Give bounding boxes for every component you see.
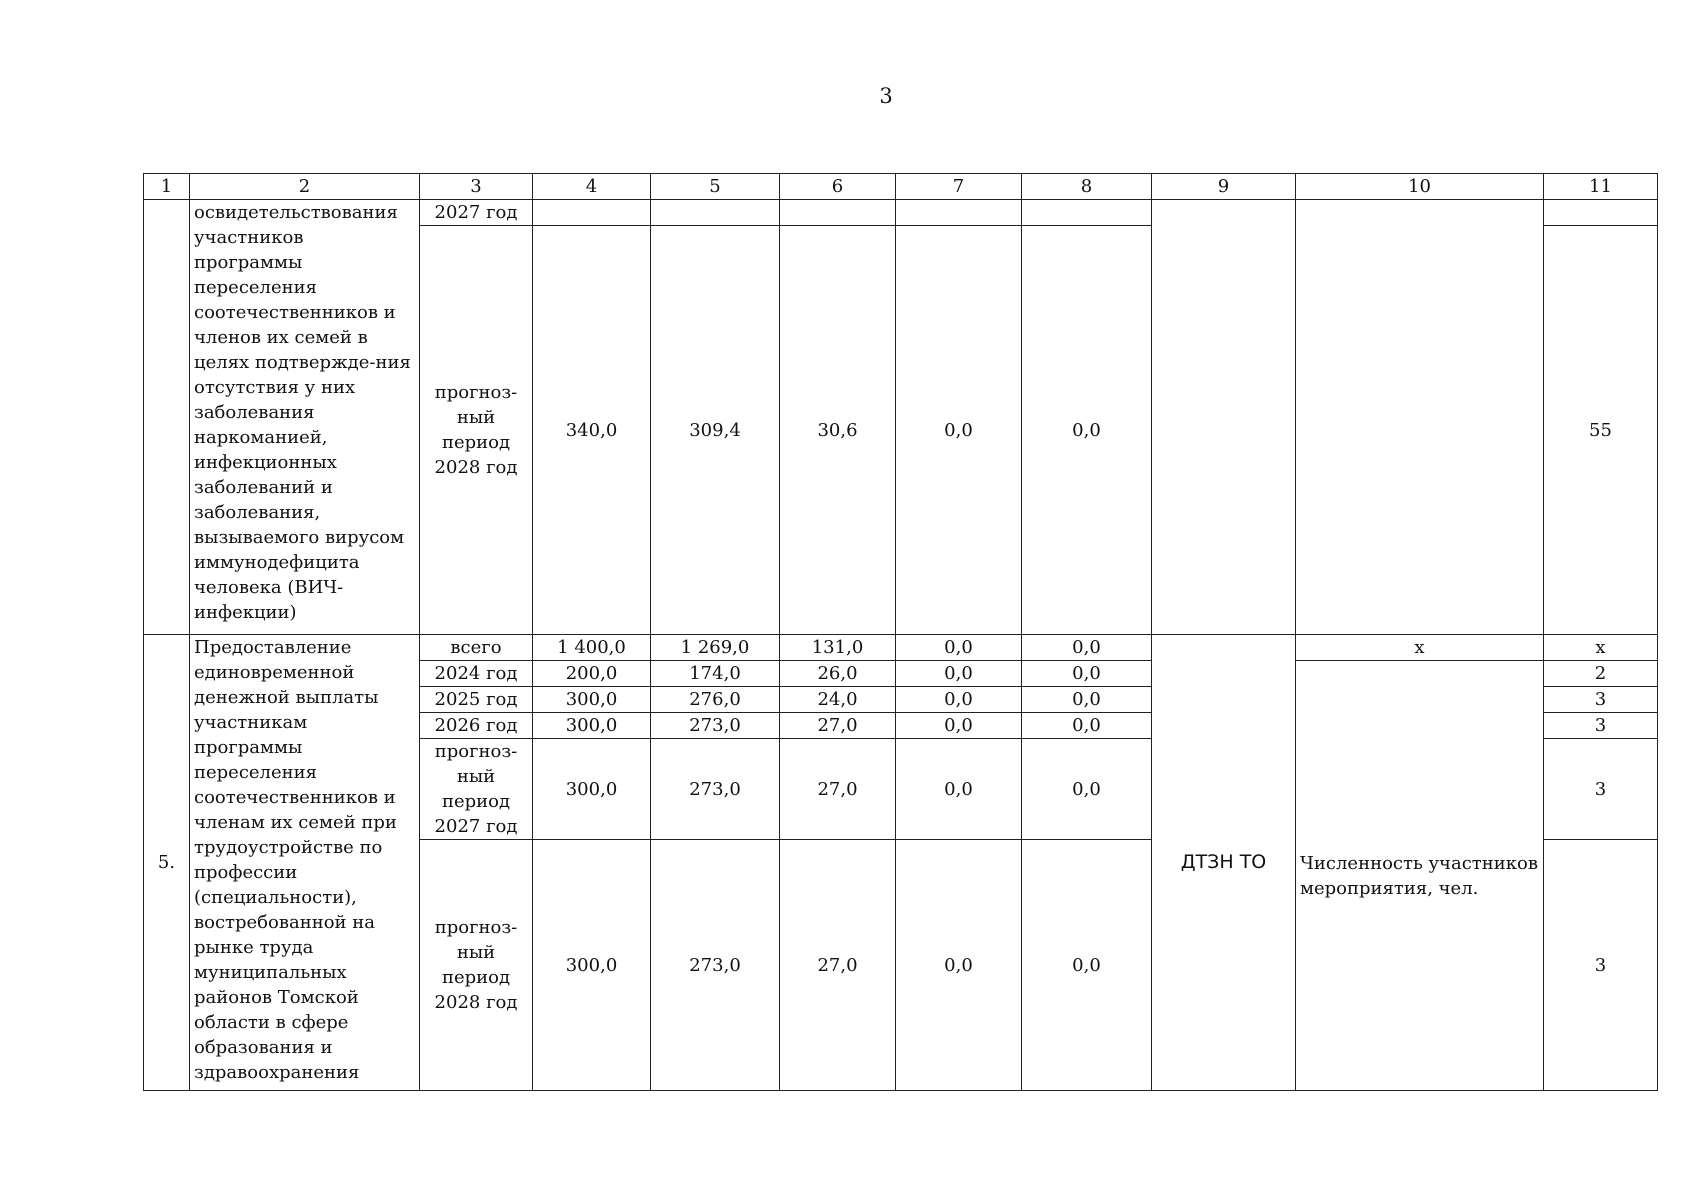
federal-budget-cell: 273,0 bbox=[651, 739, 780, 840]
activity-description: Предоставление единовременной денежной выплаты участникам программы переселения соотечественников и членам их семей при трудоустройстве по профессии (специальности), востребованной на рынке труда муниципальных районов Томской области в сфере образования и здравоохранения bbox=[190, 635, 420, 1091]
period-cell: прогноз-ный период 2028 год bbox=[420, 840, 533, 1091]
regional-budget-cell: 27,0 bbox=[780, 739, 896, 840]
indicator-value-cell: 3 bbox=[1544, 840, 1658, 1091]
column-header: 6 bbox=[780, 174, 896, 200]
regional-budget-cell bbox=[780, 200, 896, 226]
column-header: 3 bbox=[420, 174, 533, 200]
extrabudgetary-cell: 0,0 bbox=[1022, 739, 1152, 840]
column-header: 4 bbox=[533, 174, 651, 200]
federal-budget-cell: 1 269,0 bbox=[651, 635, 780, 661]
federal-budget-cell: 273,0 bbox=[651, 713, 780, 739]
extrabudgetary-cell: 0,0 bbox=[1022, 687, 1152, 713]
page-number: 3 bbox=[879, 84, 893, 108]
period-cell: 2024 год bbox=[420, 661, 533, 687]
local-budget-cell: 0,0 bbox=[896, 226, 1022, 635]
table-row bbox=[144, 635, 1658, 661]
regional-budget-cell: 131,0 bbox=[780, 635, 896, 661]
local-budget-cell: 0,0 bbox=[896, 687, 1022, 713]
regional-budget-cell: 27,0 bbox=[780, 713, 896, 739]
executor-cell bbox=[1152, 200, 1296, 635]
extrabudgetary-cell: 0,0 bbox=[1022, 635, 1152, 661]
period-cell: 2025 год bbox=[420, 687, 533, 713]
item-number-cell: 5. bbox=[144, 635, 190, 1091]
extrabudgetary-cell: 0,0 bbox=[1022, 713, 1152, 739]
program-activities-table bbox=[143, 173, 1658, 1091]
local-budget-cell: 0,0 bbox=[896, 661, 1022, 687]
column-header: 1 bbox=[144, 174, 190, 200]
local-budget-cell bbox=[896, 200, 1022, 226]
column-header: 8 bbox=[1022, 174, 1152, 200]
local-budget-cell: 0,0 bbox=[896, 635, 1022, 661]
regional-budget-cell: 26,0 bbox=[780, 661, 896, 687]
local-budget-cell: 0,0 bbox=[896, 739, 1022, 840]
column-header: 5 bbox=[651, 174, 780, 200]
column-header: 10 bbox=[1296, 174, 1544, 200]
local-budget-cell: 0,0 bbox=[896, 713, 1022, 739]
activity-description: освидетельствования участников программы переселения соотечественников и членов их семей в целях подтвержде-ния отсутствия у них заболевания наркоманией, инфекционных заболеваний и заболевания, вызываемого вирусом иммунодефицита человека (ВИЧ-инфекции) bbox=[190, 200, 420, 635]
total-funding-cell: 1 400,0 bbox=[533, 635, 651, 661]
period-cell: прогноз-ный период 2027 год bbox=[420, 739, 533, 840]
extrabudgetary-cell bbox=[1022, 200, 1152, 226]
table-row bbox=[144, 200, 1658, 226]
column-header: 9 bbox=[1152, 174, 1296, 200]
column-number-row bbox=[144, 174, 1658, 200]
period-cell: прогноз-ный период 2028 год bbox=[420, 226, 533, 635]
extrabudgetary-cell: 0,0 bbox=[1022, 840, 1152, 1091]
local-budget-cell: 0,0 bbox=[896, 840, 1022, 1091]
total-funding-cell: 300,0 bbox=[533, 713, 651, 739]
total-funding-cell: 300,0 bbox=[533, 687, 651, 713]
indicator-cell bbox=[1296, 200, 1544, 635]
indicator-value-cell: 3 bbox=[1544, 713, 1658, 739]
total-funding-cell: 340,0 bbox=[533, 226, 651, 635]
extrabudgetary-cell: 0,0 bbox=[1022, 226, 1152, 635]
column-header: 2 bbox=[190, 174, 420, 200]
period-cell: всего bbox=[420, 635, 533, 661]
total-funding-cell bbox=[533, 200, 651, 226]
indicator-value-cell: х bbox=[1544, 635, 1658, 661]
indicator-value-cell: 3 bbox=[1544, 687, 1658, 713]
period-cell: 2026 год bbox=[420, 713, 533, 739]
period-cell: 2027 год bbox=[420, 200, 533, 226]
indicator-value-cell: 55 bbox=[1544, 226, 1658, 635]
indicator-value-cell bbox=[1544, 200, 1658, 226]
federal-budget-cell: 273,0 bbox=[651, 840, 780, 1091]
total-funding-cell: 300,0 bbox=[533, 739, 651, 840]
indicator-value-cell: 2 bbox=[1544, 661, 1658, 687]
federal-budget-cell: 309,4 bbox=[651, 226, 780, 635]
indicator-cell: Численность участников мероприятия, чел. bbox=[1296, 661, 1544, 1091]
federal-budget-cell bbox=[651, 200, 780, 226]
indicator-total-cell: х bbox=[1296, 635, 1544, 661]
federal-budget-cell: 174,0 bbox=[651, 661, 780, 687]
column-header: 11 bbox=[1544, 174, 1658, 200]
item-number-cell bbox=[144, 200, 190, 635]
total-funding-cell: 200,0 bbox=[533, 661, 651, 687]
total-funding-cell: 300,0 bbox=[533, 840, 651, 1091]
regional-budget-cell: 27,0 bbox=[780, 840, 896, 1091]
indicator-value-cell: 3 bbox=[1544, 739, 1658, 840]
executor-cell: ДТЗН ТО bbox=[1152, 635, 1296, 1091]
extrabudgetary-cell: 0,0 bbox=[1022, 661, 1152, 687]
federal-budget-cell: 276,0 bbox=[651, 687, 780, 713]
column-header: 7 bbox=[896, 174, 1022, 200]
regional-budget-cell: 24,0 bbox=[780, 687, 896, 713]
regional-budget-cell: 30,6 bbox=[780, 226, 896, 635]
